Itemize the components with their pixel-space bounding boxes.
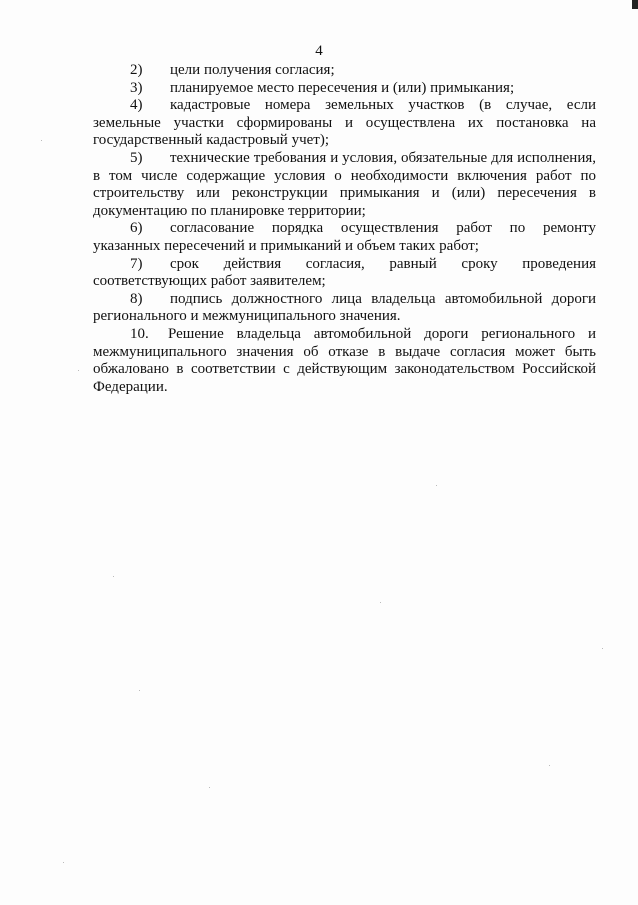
scan-speck: [380, 602, 381, 603]
scan-speck: [436, 485, 437, 486]
list-item-number: 3): [130, 79, 143, 96]
scan-speck: [41, 140, 42, 141]
scan-speck: [139, 690, 140, 691]
list-item-number: 6): [130, 220, 143, 237]
list-item-6: [93, 220, 596, 255]
list-item-2: [93, 62, 596, 80]
scan-corner-mark: [632, 0, 638, 9]
scan-speck: [113, 576, 114, 577]
list-item-3: [93, 80, 596, 98]
list-item-number: 8): [130, 290, 143, 307]
document-body: [93, 62, 596, 396]
paragraph-text: Решение владельца автомобильной дороги регионального и межмуниципального значения об отказе в выдаче согласия может быть обжаловано в соответствии с действующим законодательством Российской Федерации.: [93, 325, 596, 395]
list-item-text: подпись должностного лица владельца автомобильной дороги регионального и межмуниципального значения.: [93, 290, 596, 325]
scan-speck: [63, 862, 64, 863]
list-item-text: срок действия согласия, равный сроку проведения соответствующих работ заявителем;: [93, 255, 596, 290]
list-item-8: [93, 291, 596, 326]
paragraph-10: [93, 326, 596, 396]
list-item-text: технические требования и условия, обязательные для исполнения, в том числе содержащие условия о необходимости включения работ по строительству или реконструкции примыкания и (или) пересечения в документацию по планировке территории;: [93, 149, 596, 219]
list-item-4: [93, 97, 596, 150]
list-item-7: [93, 256, 596, 291]
list-item-5: [93, 150, 596, 220]
paragraph-number: 10.: [130, 325, 149, 342]
list-item-number: 5): [130, 149, 143, 166]
page-number: 4: [315, 43, 323, 59]
list-item-text: согласование порядка осуществления работ по ремонту указанных пересечений и примыканий и объем таких работ;: [93, 220, 596, 254]
list-item-text: кадастровые номера земельных участков (в случае, если земельные участки сформированы и осуществлена их постановка на государственный кадастровый учет);: [93, 97, 596, 149]
list-item-number: 2): [130, 62, 143, 78]
list-item-number: 7): [130, 255, 143, 272]
scan-speck: [78, 370, 79, 371]
list-item-number: 4): [130, 97, 143, 114]
scan-speck: [549, 765, 550, 766]
list-item-text: цели получения согласия;: [170, 62, 335, 78]
scan-speck: [209, 787, 210, 788]
list-item-text: планируемое место пересечения и (или) примыкания;: [170, 79, 515, 96]
scan-speck: [602, 648, 603, 649]
